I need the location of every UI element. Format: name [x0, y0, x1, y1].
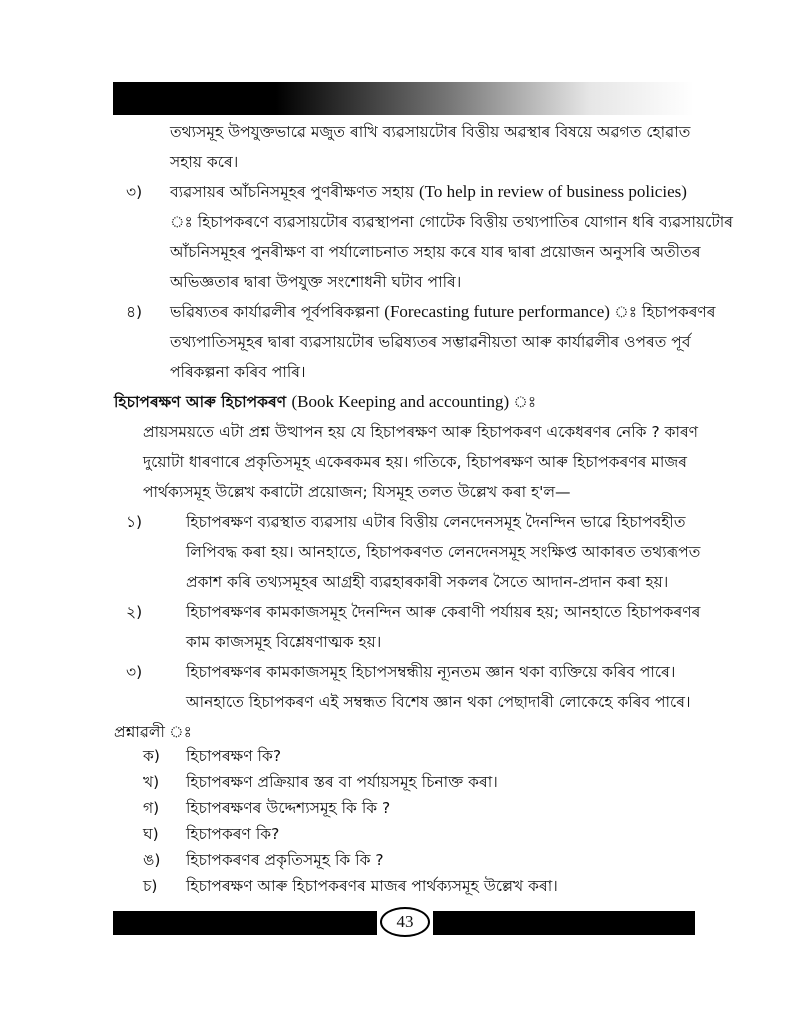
intro-line: প্ৰায়সময়তে এটা প্ৰশ্ন উত্থাপন হয় যে হিচাপৰক্ষণ আৰু হিচাপকৰণ একেধৰণৰ নেকি ? কাৰণ [143, 423, 699, 441]
continuation-line-2: সহায় কৰে। [170, 153, 239, 171]
item-title [170, 302, 716, 322]
question-text: হিচাপৰক্ষণ প্ৰক্ৰিয়াৰ স্তৰ বা পৰ্যায়সমূহ চিনাক্ত কৰা। [186, 773, 498, 791]
diff-line: আনহাতে হিচাপকৰণ এই সম্বন্ধত বিশেষ জ্ঞান থকা পেছাদাৰী লোকেহে কৰিব পাৰে। [186, 693, 691, 711]
question-text: হিচাপকৰণ কি? [186, 825, 280, 843]
intro-line: পাৰ্থক্যসমূহ উল্লেখ কৰাটো প্ৰয়োজন; যিসমূহ তলত উল্লেখ কৰা হ'ল— [143, 483, 571, 501]
question-number: ঙ) [143, 851, 161, 869]
question-number: ক) [143, 747, 160, 765]
diff-number: ১) [126, 513, 143, 531]
intro-line: দুয়োটা ধাৰণাৰে প্ৰকৃতিসমূহ একেৰকমৰ হয়। গতিকে, হিচাপৰক্ষণ আৰু হিচাপকৰণৰ মাজৰ [143, 453, 687, 471]
item-line: অভিজ্ঞতাৰ দ্বাৰা উপযুক্ত সংশোধনী ঘটাব পাৰি। [170, 273, 462, 291]
diff-number: ২) [126, 603, 143, 621]
diff-number: ৩) [126, 663, 143, 681]
item-line: ঃ হিচাপকৰণে ব্যৱসায়টোৰ ব্যৱস্থাপনা গোটেক বিত্তীয় তথ্যপাতিৰ যোগান ধৰি ব্যৱসায়টোৰ [170, 213, 733, 231]
footer-bar-right [433, 911, 695, 935]
section-heading-en: (Book Keeping and accounting) [291, 392, 510, 411]
diff-line: হিচাপৰক্ষণৰ কামকাজসমূহ হিচাপসম্বন্ধীয় ন্যূনতম জ্ঞান থকা ব্যক্তিয়ে কৰিব পাৰে। [186, 663, 676, 681]
question-number: গ) [143, 799, 160, 817]
diff-line: প্ৰকাশ কৰি তথ্যসমূহৰ আগ্ৰহী ব্যৱহাৰকাৰী সকলৰ সৈতে আদান-প্ৰদান কৰা হয়। [186, 573, 669, 591]
question-number: চ) [143, 877, 158, 895]
question-text: হিচাপৰক্ষণ কি? [186, 747, 282, 765]
section-heading [114, 392, 536, 412]
continuation-line-1: তথ্যসমূহ উপযুক্তভাৱে মজুত ৰাখি ব্যৱসায়টোৰ বিত্তীয় অৱস্থাৰ বিষয়ে অৱগত হোৱাত [170, 123, 691, 141]
diff-line: লিপিবদ্ধ কৰা হয়। আনহাতে, হিচাপকৰণত লেনদেনসমূহ সংক্ষিপ্ত আকাৰত তথ্যৰূপত [186, 543, 701, 561]
section-heading-bn: হিচাপৰক্ষণ আৰু হিচাপকৰণ [114, 393, 292, 411]
question-text: হিচাপকৰণৰ প্ৰকৃতিসমূহ কি কি ? [186, 851, 384, 869]
question-text: হিচাপৰক্ষণ আৰু হিচাপকৰণৰ মাজৰ পাৰ্থক্যসমূহ উল্লেখ কৰা। [186, 877, 558, 895]
item-number: ৪) [126, 303, 143, 321]
item-title-bn: ব্যৱসায়ৰ আঁচনিসমূহৰ পুণৰীক্ষণত সহায় [170, 183, 419, 201]
diff-line: হিচাপৰক্ষণ ব্যৱস্থাত ব্যৱসায় এটাৰ বিত্তীয় লেনদেনসমূহ দৈনন্দিন ভাৱে হিচাপবহীত [186, 513, 686, 531]
footer-bar-left [113, 911, 377, 935]
page-number: 43 [380, 907, 430, 937]
header-gradient-bar [113, 82, 694, 115]
item-title [170, 182, 687, 202]
section-heading-tail: ঃ [509, 393, 537, 411]
item-line: পৰিকল্পনা কৰিব পাৰি। [170, 363, 306, 381]
questions-heading: প্ৰশ্নাৱলী ঃ [114, 723, 192, 741]
question-number: খ) [143, 773, 160, 791]
item-title-tail: ঃ হিচাপকৰণৰ [609, 303, 716, 321]
item-line: আঁচনিসমূহৰ পুনৰীক্ষণ বা পৰ্যালোচনাত সহায় কৰে যাৰ দ্বাৰা প্ৰয়োজন অনুসৰি অতীতৰ [170, 243, 701, 261]
diff-line: কাম কাজসমূহ বিশ্লেষণাত্মক হয়। [186, 633, 382, 651]
item-title-en: (To help in review of business policies) [418, 182, 687, 201]
question-number: ঘ) [143, 825, 159, 843]
item-line: তথ্যপাতিসমূহৰ দ্বাৰা ব্যৱসায়টোৰ ভৱিষ্যতৰ সম্ভাৱনীয়তা আৰু কাৰ্যাৱলীৰ ওপৰত পূৰ্ব [170, 333, 691, 351]
item-title-bn: ভৱিষ্যতৰ কাৰ্যাৱলীৰ পূৰ্বপৰিকল্পনা [170, 303, 385, 321]
item-title-en: (Forecasting future performance) [384, 302, 610, 321]
question-text: হিচাপৰক্ষণৰ উদ্দেশ্যসমূহ কি কি ? [186, 799, 391, 817]
item-number: ৩) [126, 183, 143, 201]
diff-line: হিচাপৰক্ষণৰ কামকাজসমূহ দৈনন্দিন আৰু কেৰাণী পৰ্যায়ৰ হয়; আনহাতে হিচাপকৰণৰ [186, 603, 701, 621]
